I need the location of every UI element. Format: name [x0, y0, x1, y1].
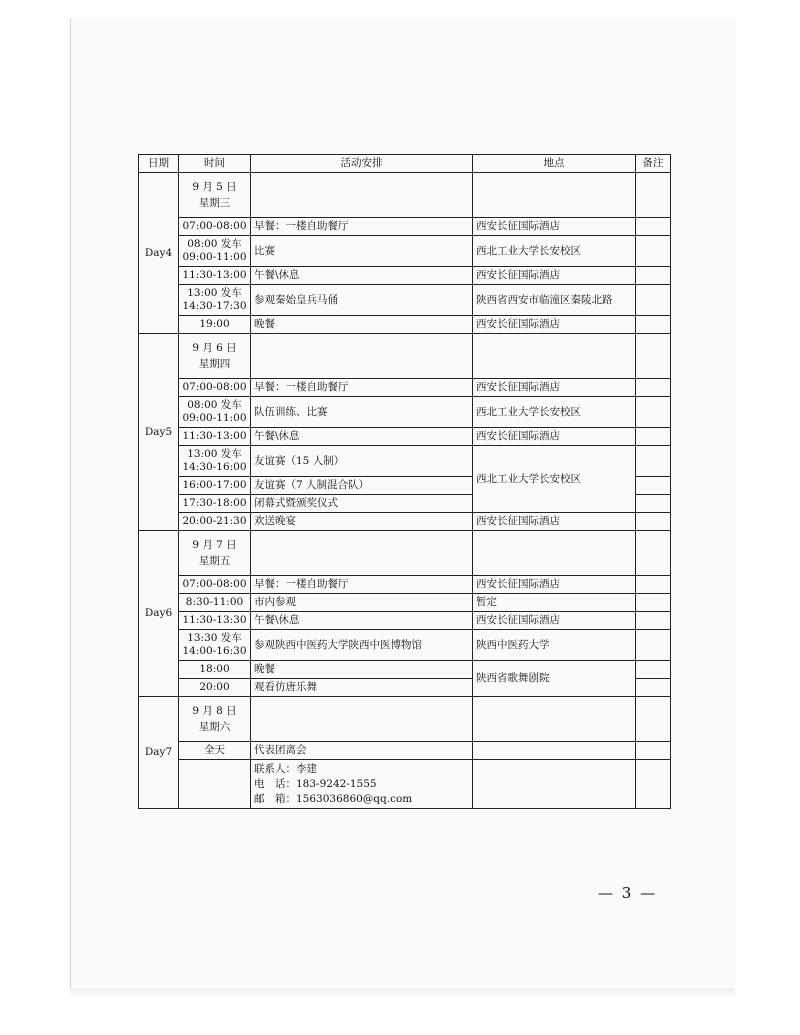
location-cell [473, 760, 636, 809]
table-row [139, 742, 671, 760]
table-row [139, 397, 671, 428]
remarks-cell [636, 760, 671, 809]
time-cell [179, 446, 251, 477]
table-row [139, 173, 671, 218]
table-row [139, 697, 671, 742]
remarks-cell [636, 679, 671, 697]
table-row [139, 446, 671, 477]
time-range: 14:30-16:00 [182, 461, 247, 473]
header-location: 地点 [473, 155, 636, 173]
activity-cell: 午餐\休息 [251, 428, 473, 446]
header-date: 日期 [139, 155, 179, 173]
activity-cell: 闭幕式暨颁奖仪式 [251, 495, 473, 513]
day-label: Day7 [139, 697, 179, 809]
location-cell: 西北工业大学长安校区 [473, 446, 636, 513]
location-cell: 暂定 [473, 594, 636, 612]
location-cell: 西北工业大学长安校区 [473, 236, 636, 267]
date-cell [179, 531, 251, 576]
remarks-cell [636, 477, 671, 495]
date-cell [179, 697, 251, 742]
departure-time: 13:30 发车 [187, 632, 242, 644]
time-cell [179, 397, 251, 428]
departure-time: 08:00 发车 [187, 238, 242, 250]
date-text: 9 月 6 日 [192, 342, 237, 354]
page-edge [70, 988, 734, 998]
remarks-cell [636, 267, 671, 285]
remarks-cell [636, 513, 671, 531]
time-cell: 8:30-11:00 [179, 594, 251, 612]
location-cell [473, 173, 636, 218]
remarks-cell [636, 379, 671, 397]
remarks-cell [636, 236, 671, 267]
activity-cell: 观看仿唐乐舞 [251, 679, 473, 697]
table-row [139, 285, 671, 316]
table-header-row [139, 155, 671, 173]
time-cell: 11:30-13:00 [179, 428, 251, 446]
table-row [139, 630, 671, 661]
location-cell: 西安长征国际酒店 [473, 218, 636, 236]
time-range: 14:30-17:30 [182, 300, 247, 312]
table-row [139, 531, 671, 576]
location-cell: 西安长征国际酒店 [473, 267, 636, 285]
time-cell: 07:00-08:00 [179, 218, 251, 236]
activity-cell: 参观秦始皇兵马俑 [251, 285, 473, 316]
table-row [139, 334, 671, 379]
date-cell [179, 334, 251, 379]
date-text: 9 月 7 日 [192, 539, 237, 551]
time-cell: 20:00 [179, 679, 251, 697]
remarks-cell [636, 428, 671, 446]
remarks-cell [636, 316, 671, 334]
contact-person: 联系人：李建 [254, 762, 317, 775]
time-range: 09:00-11:00 [182, 412, 247, 424]
table-row [139, 612, 671, 630]
time-cell: 19:00 [179, 316, 251, 334]
date-cell [179, 173, 251, 218]
table-row [139, 267, 671, 285]
table-row [139, 594, 671, 612]
time-cell: 11:30-13:00 [179, 267, 251, 285]
remarks-cell [636, 397, 671, 428]
time-cell [179, 630, 251, 661]
contact-cell [251, 760, 473, 809]
remarks-cell [636, 594, 671, 612]
date-text: 9 月 8 日 [192, 705, 237, 717]
location-cell: 西安长征国际酒店 [473, 428, 636, 446]
weekday-text: 星期六 [198, 721, 231, 733]
location-cell [473, 697, 636, 742]
remarks-cell [636, 218, 671, 236]
schedule-table [138, 154, 671, 809]
table-row [139, 218, 671, 236]
remarks-cell [636, 661, 671, 679]
time-cell: 16:00-17:00 [179, 477, 251, 495]
table-row [139, 428, 671, 446]
page-number: — 3 — [598, 884, 658, 902]
day-label: Day5 [139, 334, 179, 531]
remarks-cell [636, 576, 671, 594]
location-cell: 陕西省歌舞剧院 [473, 661, 636, 697]
location-cell: 西安长征国际酒店 [473, 612, 636, 630]
weekday-text: 星期四 [198, 358, 231, 370]
activity-cell [251, 334, 473, 379]
table-row [139, 316, 671, 334]
day-label: Day6 [139, 531, 179, 697]
location-cell: 西安长征国际酒店 [473, 379, 636, 397]
time-cell: 20:00-21:30 [179, 513, 251, 531]
weekday-text: 星期三 [198, 197, 231, 209]
departure-time: 08:00 发车 [187, 399, 242, 411]
header-time: 时间 [179, 155, 251, 173]
location-cell: 西安长征国际酒店 [473, 576, 636, 594]
activity-cell [251, 531, 473, 576]
time-range: 14:00-16:30 [182, 645, 247, 657]
activity-cell: 午餐\休息 [251, 612, 473, 630]
location-cell: 西北工业大学长安校区 [473, 397, 636, 428]
time-cell: 18:00 [179, 661, 251, 679]
date-text: 9 月 5 日 [192, 181, 237, 193]
table-row [139, 513, 671, 531]
activity-cell: 队伍训练、比赛 [251, 397, 473, 428]
day-label: Day4 [139, 173, 179, 334]
activity-cell [251, 697, 473, 742]
remarks-cell [636, 334, 671, 379]
departure-time: 13:00 发车 [187, 287, 242, 299]
table-row [139, 576, 671, 594]
activity-cell: 友谊赛（15 人制） [251, 446, 473, 477]
contact-email: 邮 箱：1563036860@qq.com [254, 792, 413, 805]
remarks-cell [636, 173, 671, 218]
location-cell [473, 334, 636, 379]
activity-cell: 友谊赛（7 人制混合队） [251, 477, 473, 495]
activity-cell: 早餐：一楼自助餐厅 [251, 576, 473, 594]
activity-cell: 市内参观 [251, 594, 473, 612]
activity-cell: 代表团离会 [251, 742, 473, 760]
contact-phone: 电 话：183-9242-1555 [254, 777, 377, 790]
location-cell: 西安长征国际酒店 [473, 316, 636, 334]
table-row [139, 661, 671, 679]
remarks-cell [636, 285, 671, 316]
activity-cell: 欢送晚宴 [251, 513, 473, 531]
header-remarks: 备注 [636, 155, 671, 173]
remarks-cell [636, 697, 671, 742]
time-cell: 07:00-08:00 [179, 576, 251, 594]
activity-cell [251, 173, 473, 218]
remarks-cell [636, 531, 671, 576]
table-row [139, 236, 671, 267]
time-cell [179, 285, 251, 316]
departure-time: 13:00 发车 [187, 448, 242, 460]
activity-cell: 参观陕西中医药大学陕西中医博物馆 [251, 630, 473, 661]
location-cell: 西安长征国际酒店 [473, 513, 636, 531]
activity-cell: 早餐：一楼自助餐厅 [251, 379, 473, 397]
remarks-cell [636, 495, 671, 513]
remarks-cell [636, 612, 671, 630]
time-cell: 07:00-08:00 [179, 379, 251, 397]
time-range: 09:00-11:00 [182, 251, 247, 263]
time-cell: 17:30-18:00 [179, 495, 251, 513]
activity-cell: 晚餐 [251, 316, 473, 334]
remarks-cell [636, 742, 671, 760]
location-cell: 陕西中医药大学 [473, 630, 636, 661]
table-row [139, 379, 671, 397]
location-cell [473, 531, 636, 576]
time-cell [179, 760, 251, 809]
activity-cell: 早餐：一楼自助餐厅 [251, 218, 473, 236]
remarks-cell [636, 630, 671, 661]
table-row [139, 760, 671, 809]
location-cell: 陕西省西安市临潼区秦陵北路 [473, 285, 636, 316]
time-cell [179, 236, 251, 267]
remarks-cell [636, 446, 671, 477]
activity-cell: 比赛 [251, 236, 473, 267]
location-cell [473, 742, 636, 760]
time-cell: 11:30-13:30 [179, 612, 251, 630]
header-activity: 活动安排 [251, 155, 473, 173]
activity-cell: 晚餐 [251, 661, 473, 679]
time-cell: 全天 [179, 742, 251, 760]
weekday-text: 星期五 [198, 555, 231, 567]
activity-cell: 午餐\休息 [251, 267, 473, 285]
